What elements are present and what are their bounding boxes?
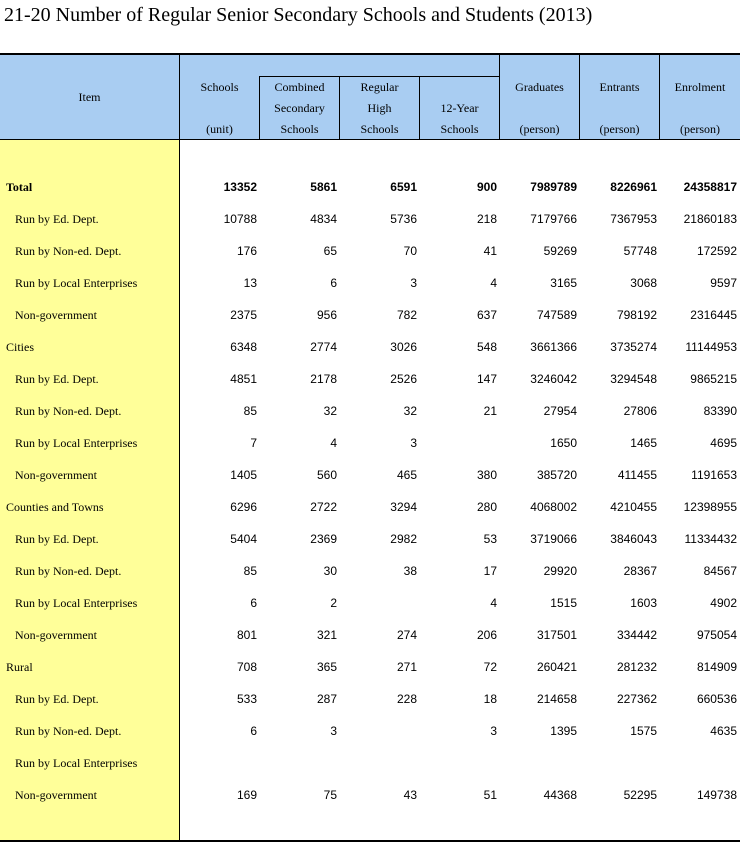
cell-schools xyxy=(181,747,257,779)
cell-entrants: 3068 xyxy=(630,276,657,290)
cell-regular: 274 xyxy=(396,628,417,642)
cell-graduates: 44368 xyxy=(543,788,577,802)
cell-twelve: 280 xyxy=(476,500,497,514)
header-schools-unit: (unit) xyxy=(206,122,233,136)
cell-entrants: 227362 xyxy=(616,692,657,706)
cell-entrants: 1575 xyxy=(630,724,657,738)
cell-schools: 6 xyxy=(250,724,257,738)
cell-combined: 2722 xyxy=(310,500,337,514)
cell-schools: 6348 xyxy=(230,340,257,354)
cell-enrolment: 24358817 xyxy=(683,180,737,194)
cell-entrants: 334442 xyxy=(616,628,657,642)
cell-graduates: 260421 xyxy=(536,660,577,674)
cell-graduates: 1650 xyxy=(550,436,577,450)
header-twelve-line2: Schools xyxy=(440,122,479,136)
table-row xyxy=(0,587,740,619)
header-graduates-unit: (person) xyxy=(519,122,560,136)
cell-regular: 43 xyxy=(403,788,417,802)
row-label: Non-government xyxy=(15,468,97,482)
header-twelve-line1: 12-Year xyxy=(440,101,479,115)
cell-twelve: 4 xyxy=(490,596,497,610)
cell-twelve: 4 xyxy=(490,276,497,290)
header-combined-line3: Schools xyxy=(280,122,319,136)
cell-twelve: 548 xyxy=(476,340,497,354)
row-label: Non-government xyxy=(15,308,97,322)
cell-graduates: 4068002 xyxy=(530,500,577,514)
cell-entrants: 7367953 xyxy=(610,212,657,226)
cell-schools: 85 xyxy=(243,404,257,418)
header-combined-line2: Secondary xyxy=(274,101,325,115)
cell-schools: 7 xyxy=(250,436,257,450)
cell-entrants: 8226961 xyxy=(610,180,657,194)
cell-enrolment: 11144953 xyxy=(685,340,737,354)
cell-entrants: 798192 xyxy=(616,308,657,322)
cell-entrants: 1465 xyxy=(630,436,657,450)
cell-graduates: 3246042 xyxy=(530,372,577,386)
cell-twelve: 17 xyxy=(483,564,497,578)
cell-twelve: 41 xyxy=(483,244,497,258)
cell-enrolment: 11334432 xyxy=(684,532,737,546)
row-label: Run by Local Enterprises xyxy=(15,596,138,610)
cell-schools: 4851 xyxy=(230,372,257,386)
cell-regular: 5736 xyxy=(390,212,417,226)
cell-regular: 3 xyxy=(410,436,417,450)
cell-regular: 38 xyxy=(403,564,417,578)
cell-entrants: 411455 xyxy=(617,468,657,482)
cell-enrolment: 1191653 xyxy=(691,468,737,482)
table-row xyxy=(0,651,740,683)
cell-combined: 956 xyxy=(316,308,337,322)
table-row xyxy=(0,555,740,587)
cell-combined: 3 xyxy=(330,724,337,738)
cell-twelve: 218 xyxy=(476,212,497,226)
cell-regular xyxy=(341,587,417,619)
cell-twelve: 53 xyxy=(483,532,497,546)
cell-enrolment: 84567 xyxy=(703,564,737,578)
cell-twelve: 3 xyxy=(490,724,497,738)
table-row xyxy=(0,715,740,747)
cell-graduates: 317501 xyxy=(536,628,577,642)
cell-twelve: 18 xyxy=(483,692,497,706)
cell-enrolment: 149738 xyxy=(696,788,737,802)
cell-combined: 2 xyxy=(330,596,337,610)
header-combined-line1: Combined xyxy=(274,80,325,94)
table-row xyxy=(0,363,740,395)
table-row xyxy=(0,523,740,555)
cell-twelve: 147 xyxy=(476,372,497,386)
row-label: Rural xyxy=(6,660,33,674)
cell-regular: 2526 xyxy=(390,372,417,386)
cell-entrants: 27806 xyxy=(623,404,657,418)
cell-twelve: 51 xyxy=(483,788,497,802)
table-row xyxy=(0,267,740,299)
cell-entrants: 3846043 xyxy=(610,532,657,546)
cell-enrolment: 21860183 xyxy=(683,212,737,226)
cell-graduates: 214658 xyxy=(536,692,577,706)
row-label: Non-government xyxy=(15,788,97,802)
row-label: Run by Non-ed. Dept. xyxy=(15,404,122,418)
cell-enrolment: 172592 xyxy=(696,244,737,258)
table-row xyxy=(0,747,740,779)
header-entrants-unit: (person) xyxy=(599,122,640,136)
cell-regular: 465 xyxy=(396,468,417,482)
cell-schools: 533 xyxy=(236,692,257,706)
cell-entrants: 4210455 xyxy=(610,500,657,514)
row-label: Run by Ed. Dept. xyxy=(15,372,99,386)
cell-regular: 271 xyxy=(396,660,417,674)
cell-twelve: 72 xyxy=(483,660,497,674)
cell-enrolment: 814909 xyxy=(696,660,737,674)
cell-entrants: 3735274 xyxy=(610,340,657,354)
cell-regular: 228 xyxy=(396,692,417,706)
row-label: Total xyxy=(6,180,33,194)
cell-regular: 782 xyxy=(396,308,417,322)
header-regular-line2: High xyxy=(367,101,392,115)
cell-schools: 5404 xyxy=(230,532,257,546)
cell-schools: 708 xyxy=(236,660,257,674)
cell-enrolment: 83390 xyxy=(703,404,737,418)
cell-combined: 365 xyxy=(316,660,337,674)
table-row xyxy=(0,171,740,203)
cell-combined: 4834 xyxy=(310,212,337,226)
row-label: Run by Non-ed. Dept. xyxy=(15,724,122,738)
cell-regular xyxy=(341,715,417,747)
cell-combined: 2369 xyxy=(310,532,337,546)
cell-schools: 169 xyxy=(236,788,257,802)
cell-combined: 65 xyxy=(323,244,337,258)
cell-combined: 560 xyxy=(316,468,337,482)
cell-schools: 1405 xyxy=(230,468,257,482)
table-row xyxy=(0,427,740,459)
cell-graduates: 27954 xyxy=(543,404,577,418)
cell-schools: 176 xyxy=(236,244,257,258)
cell-schools: 6296 xyxy=(230,500,257,514)
cell-regular xyxy=(341,747,417,779)
cell-graduates: 7179766 xyxy=(530,212,577,226)
cell-enrolment: 9597 xyxy=(710,276,737,290)
page-title: 21-20 Number of Regular Senior Secondary Schools and Students (2013) xyxy=(4,4,593,26)
cell-twelve: 637 xyxy=(476,308,497,322)
table-row xyxy=(0,331,740,363)
row-label: Counties and Towns xyxy=(6,500,104,514)
header-item: Item xyxy=(78,90,101,104)
table-row xyxy=(0,459,740,491)
cell-combined: 2774 xyxy=(310,340,337,354)
cell-graduates: 29920 xyxy=(543,564,577,578)
cell-enrolment xyxy=(661,747,737,779)
cell-graduates: 385720 xyxy=(536,468,577,482)
cell-combined: 287 xyxy=(316,692,337,706)
cell-regular: 32 xyxy=(403,404,417,418)
cell-schools: 85 xyxy=(243,564,257,578)
cell-enrolment: 2316445 xyxy=(690,308,737,322)
cell-graduates: 7989789 xyxy=(530,180,577,194)
header-regular-line1: Regular xyxy=(360,80,399,94)
row-label: Run by Local Enterprises xyxy=(15,436,138,450)
cell-twelve xyxy=(421,427,497,459)
cell-graduates: 1395 xyxy=(550,724,577,738)
cell-graduates: 3719066 xyxy=(530,532,577,546)
cell-schools: 6 xyxy=(250,596,257,610)
cell-schools: 801 xyxy=(236,628,257,642)
table-row xyxy=(0,619,740,651)
cell-twelve: 380 xyxy=(476,468,497,482)
cell-combined: 30 xyxy=(323,564,337,578)
header-enrolment-unit: (person) xyxy=(680,122,720,136)
cell-graduates: 3165 xyxy=(550,276,577,290)
bottom-rule xyxy=(0,840,740,842)
table-row xyxy=(0,683,740,715)
cell-twelve xyxy=(421,747,497,779)
cell-combined: 321 xyxy=(316,628,337,642)
row-label: Run by Ed. Dept. xyxy=(15,212,99,226)
header-entrants: Entrants xyxy=(599,80,640,94)
header-schools: Schools xyxy=(200,80,239,94)
cell-entrants: 52295 xyxy=(623,788,657,802)
row-label: Cities xyxy=(6,340,35,354)
row-label: Run by Ed. Dept. xyxy=(15,692,99,706)
cell-enrolment: 4635 xyxy=(710,724,737,738)
cell-regular: 70 xyxy=(403,244,417,258)
table-row xyxy=(0,779,740,811)
row-label: Run by Non-ed. Dept. xyxy=(15,564,122,578)
cell-graduates: 747589 xyxy=(536,308,577,322)
cell-graduates xyxy=(501,747,577,779)
cell-enrolment: 4902 xyxy=(710,596,737,610)
cell-twelve: 21 xyxy=(483,404,497,418)
row-label: Run by Local Enterprises xyxy=(15,276,138,290)
row-label: Run by Non-ed. Dept. xyxy=(15,244,122,258)
cell-combined: 2178 xyxy=(310,372,337,386)
table-row xyxy=(0,395,740,427)
table-row xyxy=(0,491,740,523)
cell-entrants: 28367 xyxy=(623,564,657,578)
row-label: Non-government xyxy=(15,628,97,642)
cell-schools: 13352 xyxy=(223,180,257,194)
row-label: Run by Ed. Dept. xyxy=(15,532,99,546)
table-row xyxy=(0,235,740,267)
table-row xyxy=(0,203,740,235)
cell-entrants: 281232 xyxy=(616,660,657,674)
cell-regular: 3026 xyxy=(390,340,417,354)
cell-combined: 6 xyxy=(330,276,337,290)
cell-twelve: 206 xyxy=(476,628,497,642)
cell-enrolment: 660536 xyxy=(696,692,737,706)
cell-regular: 3294 xyxy=(390,500,417,514)
cell-schools: 10788 xyxy=(223,212,257,226)
cell-combined: 32 xyxy=(323,404,337,418)
cell-graduates: 3661366 xyxy=(530,340,577,354)
cell-graduates: 59269 xyxy=(543,244,577,258)
header-regular-line3: Schools xyxy=(360,122,399,136)
cell-entrants: 1603 xyxy=(630,596,657,610)
cell-enrolment: 975054 xyxy=(696,628,737,642)
table-row xyxy=(0,299,740,331)
cell-combined: 75 xyxy=(323,788,337,802)
cell-entrants: 57748 xyxy=(623,244,657,258)
cell-schools: 13 xyxy=(243,276,257,290)
cell-combined xyxy=(261,747,337,779)
cell-regular: 2982 xyxy=(390,532,417,546)
header-enrolment: Enrolment xyxy=(674,80,726,94)
cell-regular: 3 xyxy=(410,276,417,290)
cell-entrants xyxy=(581,747,657,779)
cell-entrants: 3294548 xyxy=(610,372,657,386)
header-graduates: Graduates xyxy=(515,80,564,94)
cell-schools: 2375 xyxy=(230,308,257,322)
row-label: Run by Local Enterprises xyxy=(15,756,138,770)
cell-enrolment: 4695 xyxy=(710,436,737,450)
cell-regular: 6591 xyxy=(390,180,417,194)
cell-twelve: 900 xyxy=(476,180,497,194)
cell-enrolment: 12398955 xyxy=(683,500,737,514)
cell-graduates: 1515 xyxy=(550,596,577,610)
cell-enrolment: 9865215 xyxy=(690,372,737,386)
cell-combined: 5861 xyxy=(310,180,337,194)
cell-combined: 4 xyxy=(330,436,337,450)
